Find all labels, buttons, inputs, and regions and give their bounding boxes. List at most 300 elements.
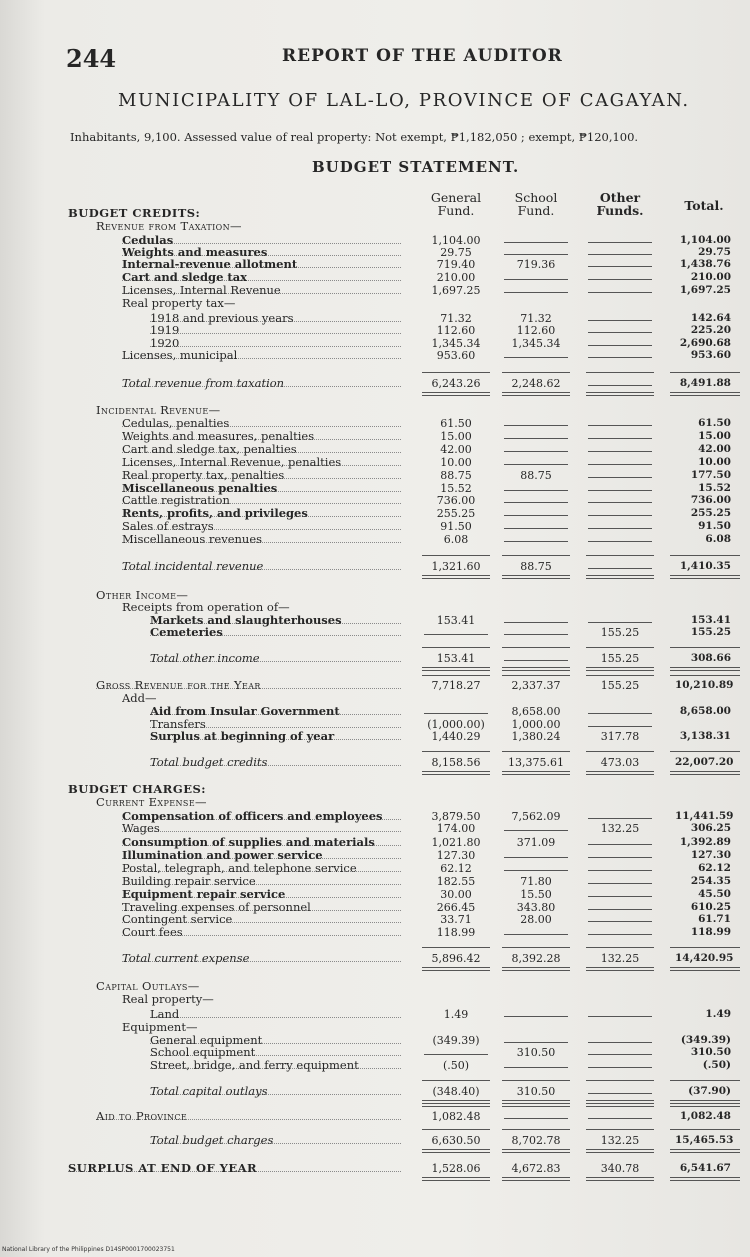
empty-cell-rule: [588, 713, 652, 714]
total-cell: (.50): [702, 1059, 731, 1071]
subtotal-rule: [586, 372, 654, 373]
general-fund-cell: 118.99: [436, 926, 476, 939]
total-double-rule: [422, 392, 490, 396]
school-fund-cell: 1,000.00: [511, 718, 561, 731]
empty-cell-rule: [424, 713, 488, 714]
table-row: [0, 705, 750, 718]
empty-cell-rule: [504, 934, 568, 935]
row-label-text: Gross Revenue for the Year: [96, 679, 261, 692]
general-fund-cell: 91.50: [440, 520, 472, 533]
row-label: [122, 993, 660, 1006]
subtotal-rule: [502, 647, 570, 648]
row-label: [122, 875, 405, 888]
total-double-rule: [502, 392, 570, 396]
subtotal-rule: [502, 372, 570, 373]
row-label: [122, 430, 405, 443]
subtotal-rule: [422, 1080, 490, 1081]
row-label-text: Total capital outlays: [150, 1085, 268, 1098]
total-cell: 1,438.76: [679, 258, 731, 270]
row-label: [150, 1046, 405, 1059]
total-cell: 15.52: [698, 482, 731, 494]
row-label: [122, 271, 405, 284]
row-label-text: Cart and sledge tax, penalties: [122, 443, 297, 456]
total-double-rule: [502, 1149, 570, 1153]
table-row: [0, 679, 750, 692]
general-fund-cell: 30.00: [440, 888, 472, 901]
total-cell: 15.00: [698, 430, 731, 442]
general-fund-cell: 719.40: [436, 258, 476, 271]
empty-cell-rule: [588, 357, 652, 358]
school-fund-cell: 71.32: [520, 312, 552, 325]
total-cell: 1,104.00: [679, 234, 731, 246]
table-row: [0, 1085, 750, 1098]
table-row: [0, 560, 750, 573]
table-row: [0, 888, 750, 901]
row-label: [96, 1110, 405, 1123]
empty-cell-rule: [504, 1042, 568, 1043]
school-fund-cell: 2,248.62: [511, 377, 561, 390]
row-label: [122, 456, 405, 469]
table-row: [0, 284, 750, 297]
row-label: [96, 980, 660, 993]
empty-cell-rule: [588, 568, 652, 569]
row-label-text: Contingent service: [122, 913, 233, 926]
row-label: [122, 926, 405, 939]
row-label: [122, 494, 405, 507]
total-cell: 1,392.89: [679, 836, 731, 848]
total-cell: 1.49: [705, 1008, 731, 1020]
table-row: [0, 756, 750, 769]
total-double-rule: [670, 771, 740, 775]
empty-cell-rule: [588, 622, 652, 623]
other-funds-cell: 155.25: [600, 626, 640, 639]
subtotal-rule: [670, 751, 740, 752]
row-label-text: Markets and slaughterhouses: [150, 614, 342, 627]
table-row: [0, 730, 750, 743]
general-fund-cell: 5,896.42: [431, 952, 481, 965]
general-fund-cell: 33.71: [440, 913, 472, 926]
total-cell: 10.00: [698, 456, 731, 468]
empty-cell-rule: [504, 1067, 568, 1068]
total-cell: 14,420.95: [675, 952, 734, 964]
subtotal-rule: [670, 647, 740, 648]
empty-cell-rule: [588, 515, 652, 516]
table-row: [0, 980, 750, 993]
table-row: [0, 507, 750, 520]
school-fund-cell: 112.60: [516, 324, 556, 337]
row-label-text: Surplus at beginning of year: [150, 730, 335, 743]
row-label: [122, 417, 405, 430]
general-fund-cell: 266.45: [436, 901, 476, 914]
row-label: [122, 836, 405, 849]
row-label-text: Court fees: [122, 926, 183, 939]
general-fund-cell: 6.08: [443, 533, 469, 546]
total-double-rule: [670, 667, 740, 671]
row-label: [150, 1059, 405, 1072]
empty-cell-rule: [588, 541, 652, 542]
total-cell: 8,658.00: [679, 705, 731, 717]
table-row: [0, 443, 750, 456]
total-cell: 254.35: [690, 875, 731, 887]
subtotal-rule: [502, 1129, 570, 1130]
row-label-text: 1919: [150, 324, 180, 337]
total-cell: 210.00: [690, 271, 731, 283]
row-label-text: Receipts from operation of—: [122, 601, 290, 614]
general-fund-cell: 1.49: [443, 1008, 469, 1021]
total-double-rule: [586, 392, 654, 396]
empty-cell-rule: [424, 634, 488, 635]
table-row: [0, 271, 750, 284]
row-label-text: BUDGET CREDITS:: [68, 207, 201, 220]
empty-cell-rule: [588, 345, 652, 346]
empty-cell-rule: [588, 896, 652, 897]
empty-cell-rule: [504, 502, 568, 503]
row-label-text: Aid from Insular Government: [150, 705, 340, 718]
table-row: [0, 626, 750, 639]
subtotal-rule: [586, 1129, 654, 1130]
empty-cell-rule: [504, 292, 568, 293]
general-fund-cell: 1,697.25: [431, 284, 481, 297]
empty-cell-rule: [588, 464, 652, 465]
total-double-rule: [670, 392, 740, 396]
table-row: [0, 836, 750, 849]
empty-cell-rule: [504, 438, 568, 439]
school-fund-cell: 88.75: [520, 469, 552, 482]
empty-cell-rule: [588, 934, 652, 935]
row-label: [122, 507, 405, 520]
total-double-rule: [670, 1149, 740, 1153]
total-cell: 736.00: [690, 494, 731, 506]
aid-rule: [502, 1106, 570, 1107]
total-cell: 61.50: [698, 417, 731, 429]
total-cell: 2,690.68: [679, 337, 731, 349]
empty-cell-rule: [504, 451, 568, 452]
general-fund-cell: 153.41: [436, 652, 476, 665]
total-cell: (349.39): [680, 1034, 731, 1046]
row-label: [68, 1162, 405, 1175]
total-double-rule: [422, 575, 490, 579]
aid-rule: [586, 1106, 654, 1107]
row-label-text: Total other income: [150, 652, 260, 665]
row-label-text: Licenses, municipal: [122, 349, 238, 362]
row-label-text: Traveling expenses of personnel: [122, 901, 311, 914]
empty-cell-rule: [504, 490, 568, 491]
school-fund-cell: 310.50: [516, 1046, 556, 1059]
empty-cell-rule: [588, 1042, 652, 1043]
empty-cell-rule: [588, 844, 652, 845]
empty-cell-rule: [504, 357, 568, 358]
empty-cell-rule: [588, 921, 652, 922]
empty-cell-rule: [504, 870, 568, 871]
row-label-text: Transfers: [150, 718, 206, 731]
row-label: [122, 560, 405, 573]
general-fund-cell: 953.60: [436, 349, 476, 362]
total-double-rule: [670, 967, 740, 971]
row-label: [122, 692, 660, 705]
empty-cell-rule: [588, 266, 652, 267]
table-row: [0, 404, 750, 417]
table-row: [0, 297, 750, 310]
general-fund-cell: 3,879.50: [431, 810, 481, 823]
table-row: [0, 1021, 750, 1034]
subtotal-rule: [586, 751, 654, 752]
empty-cell-rule: [504, 515, 568, 516]
empty-cell-rule: [424, 1054, 488, 1055]
total-double-rule: [586, 967, 654, 971]
general-fund-cell: 8,158.56: [431, 756, 481, 769]
row-label-text: Internal-revenue allotment: [122, 258, 298, 271]
general-fund-cell: 1,440.29: [431, 730, 481, 743]
general-fund-cell: 112.60: [436, 324, 476, 337]
total-cell: 6.08: [705, 533, 731, 545]
total-double-rule: [586, 771, 654, 775]
running-title: REPORT OF THE AUDITOR: [282, 46, 563, 66]
row-label: [96, 679, 405, 692]
subtotal-rule: [586, 647, 654, 648]
row-label-text: Equipment—: [122, 1021, 198, 1034]
total-double-rule: [422, 1100, 490, 1104]
table-row: [0, 652, 750, 665]
total-cell: 142.64: [690, 312, 731, 324]
total-cell: 306.25: [690, 822, 731, 834]
row-label-text: Licenses, Internal Revenue: [122, 284, 281, 297]
empty-cell-rule: [588, 254, 652, 255]
subtotal-rule: [422, 555, 490, 556]
empty-cell-rule: [588, 490, 652, 491]
empty-cell-rule: [504, 830, 568, 831]
final-double-rule: [502, 1177, 570, 1181]
general-fund-cell: (348.40): [432, 1085, 480, 1098]
school-fund-cell: 343.80: [516, 901, 556, 914]
empty-cell-rule: [588, 818, 652, 819]
subtotal-rule: [422, 372, 490, 373]
row-label-text: Licenses, Internal Revenue, penalties: [122, 456, 342, 469]
row-label: [122, 601, 660, 614]
empty-cell-rule: [504, 1016, 568, 1017]
row-label-text: Wages: [122, 822, 160, 835]
empty-cell-rule: [588, 1054, 652, 1055]
row-label-text: BUDGET CHARGES:: [68, 783, 207, 796]
table-row: [0, 952, 750, 965]
gross-rule: [502, 675, 570, 676]
subtotal-rule: [670, 372, 740, 373]
total-cell: 953.60: [690, 349, 731, 361]
general-fund-cell: 174.00: [436, 822, 476, 835]
subtotal-rule: [586, 555, 654, 556]
general-fund-cell: 153.41: [436, 614, 476, 627]
table-row: [0, 430, 750, 443]
total-cell: 11,441.59: [675, 810, 734, 822]
row-label-text: 1918 and previous years: [150, 312, 294, 325]
municipality-title: MUNICIPALITY OF LAL-LO, PROVINCE OF CAGAYAN.: [118, 90, 690, 111]
column-header-other-funds: Other Funds.: [596, 190, 644, 218]
column-header-school-fund: School Fund.: [514, 190, 558, 218]
inhabitants-line: Inhabitants, 9,100. Assessed value of real property: Not exempt, ₱1,182,050 ; exempt, ₱120,100.: [70, 130, 639, 144]
row-label: [122, 443, 405, 456]
total-cell: 1,082.48: [679, 1110, 731, 1122]
subtotal-rule: [670, 947, 740, 948]
row-label: [96, 796, 660, 809]
row-label-text: Cedulas, penalties: [122, 417, 230, 430]
row-label: [68, 783, 660, 796]
subtotal-rule: [586, 1080, 654, 1081]
row-label-text: Land: [150, 1008, 180, 1021]
subtotal-rule: [502, 947, 570, 948]
table-row: [0, 258, 750, 271]
total-double-rule: [670, 1100, 740, 1104]
empty-cell-rule: [588, 477, 652, 478]
empty-cell-rule: [504, 1118, 568, 1119]
empty-cell-rule: [588, 870, 652, 871]
school-fund-cell: 2,337.37: [511, 679, 561, 692]
row-label: [150, 1008, 405, 1021]
school-fund-cell: 8,658.00: [511, 705, 561, 718]
table-row: [0, 417, 750, 430]
empty-cell-rule: [588, 451, 652, 452]
empty-cell-rule: [588, 385, 652, 386]
row-label: [96, 220, 660, 233]
school-fund-cell: 371.09: [516, 836, 556, 849]
total-cell: 310.50: [690, 1046, 731, 1058]
general-fund-cell: (.50): [442, 1059, 470, 1072]
empty-cell-rule: [504, 425, 568, 426]
general-fund-cell: 7,718.27: [431, 679, 481, 692]
empty-cell-rule: [588, 292, 652, 293]
row-label-text: Cemeteries: [150, 626, 223, 639]
row-label: [150, 730, 405, 743]
empty-cell-rule: [588, 320, 652, 321]
final-double-rule: [586, 1177, 654, 1181]
total-double-rule: [502, 575, 570, 579]
general-fund-cell: 736.00: [436, 494, 476, 507]
table-row: [0, 1008, 750, 1021]
table-row: [0, 220, 750, 233]
total-cell: 3,138.31: [679, 730, 731, 742]
row-label-text: Weights and measures, penalties: [122, 430, 315, 443]
general-fund-cell: 42.00: [440, 443, 472, 456]
total-cell: 22,007.20: [675, 756, 734, 768]
other-funds-cell: 132.25: [600, 1134, 640, 1147]
row-label-text: Incidental Revenue—: [96, 404, 221, 417]
total-cell: 153.41: [690, 614, 731, 626]
total-cell: 42.00: [698, 443, 731, 455]
row-label-text: Total budget charges: [150, 1134, 274, 1147]
row-label-text: Capital Outlays—: [96, 980, 200, 993]
empty-cell-rule: [588, 528, 652, 529]
row-label: [122, 377, 405, 390]
other-funds-cell: 155.25: [600, 679, 640, 692]
empty-cell-rule: [588, 1118, 652, 1119]
general-fund-cell: 1,528.06: [431, 1162, 481, 1175]
school-fund-cell: 8,392.28: [511, 952, 561, 965]
general-fund-cell: 1,104.00: [431, 234, 481, 247]
row-label: [122, 284, 405, 297]
other-funds-cell: 340.78: [600, 1162, 640, 1175]
final-double-rule: [670, 1177, 740, 1181]
school-fund-cell: 1,345.34: [511, 337, 561, 350]
row-label-text: Real property—: [122, 993, 214, 1006]
table-row: [0, 1046, 750, 1059]
row-label-text: Current Expense—: [96, 796, 207, 809]
general-fund-cell: 29.75: [440, 246, 472, 259]
empty-cell-rule: [588, 1067, 652, 1068]
page-number: 244: [66, 44, 117, 73]
total-cell: 62.12: [698, 862, 731, 874]
empty-cell-rule: [504, 541, 568, 542]
empty-cell-rule: [588, 857, 652, 858]
empty-cell-rule: [588, 438, 652, 439]
total-double-rule: [586, 575, 654, 579]
school-fund-cell: 719.36: [516, 258, 556, 271]
table-row: [0, 207, 750, 220]
gross-rule: [586, 675, 654, 676]
row-label-text: Real property tax—: [122, 297, 236, 310]
school-fund-cell: 310.50: [516, 1085, 556, 1098]
row-label: [150, 324, 405, 337]
row-label: [122, 849, 405, 862]
total-double-rule: [422, 967, 490, 971]
row-label: [122, 297, 660, 310]
total-cell: 15,465.53: [675, 1134, 734, 1146]
total-cell: 225.20: [690, 324, 731, 336]
school-fund-cell: 13,375.61: [508, 756, 564, 769]
subtotal-rule: [502, 751, 570, 752]
school-fund-cell: 1,380.24: [511, 730, 561, 743]
total-cell: 91.50: [698, 520, 731, 532]
row-label: [122, 1021, 660, 1034]
total-cell: 610.25: [690, 901, 731, 913]
general-fund-cell: 6,243.26: [431, 377, 481, 390]
general-fund-cell: 1,345.34: [431, 337, 481, 350]
general-fund-cell: 127.30: [436, 849, 476, 862]
table-row: [0, 875, 750, 888]
total-double-rule: [502, 667, 570, 671]
row-label: [68, 207, 660, 220]
aid-rule: [422, 1106, 490, 1107]
total-double-rule: [422, 667, 490, 671]
empty-cell-rule: [504, 528, 568, 529]
empty-cell-rule: [588, 726, 652, 727]
table-row: [0, 533, 750, 546]
table-row: [0, 324, 750, 337]
table-row: [0, 1134, 750, 1147]
table-row: [0, 1059, 750, 1072]
table-row: [0, 783, 750, 796]
empty-cell-rule: [588, 332, 652, 333]
row-label: [122, 862, 405, 875]
row-label-text: Sales of estrays: [122, 520, 214, 533]
row-label: [96, 404, 660, 417]
row-label: [122, 913, 405, 926]
row-label-text: Equipment repair service: [122, 888, 286, 901]
row-label-text: Compensation of officers and employees: [122, 810, 383, 823]
school-fund-cell: 8,702.78: [511, 1134, 561, 1147]
row-label: [122, 520, 405, 533]
row-label-text: Postal, telegraph, and telephone service: [122, 862, 357, 875]
subtotal-rule: [422, 647, 490, 648]
general-fund-cell: 182.55: [436, 875, 476, 888]
table-row: [0, 377, 750, 390]
empty-cell-rule: [504, 242, 568, 243]
column-header-total: Total.: [684, 198, 724, 213]
total-cell: 61.71: [698, 913, 731, 925]
empty-cell-rule: [504, 254, 568, 255]
table-row: [0, 796, 750, 809]
row-label: [122, 469, 405, 482]
empty-cell-rule: [504, 622, 568, 623]
total-cell: 45.50: [698, 888, 731, 900]
general-fund-cell: 62.12: [440, 862, 472, 875]
